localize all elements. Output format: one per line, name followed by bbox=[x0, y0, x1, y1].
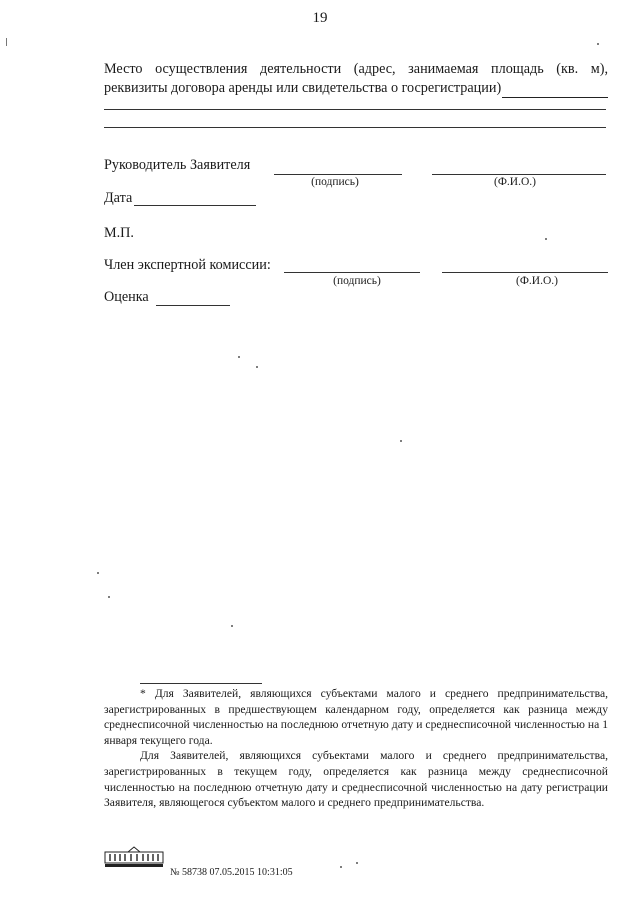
scan-speck bbox=[256, 366, 258, 368]
footnote-paragraph-1: * Для Заявителей, являющихся субъектами малого и среднего предпринимательства, зарегистрированных в предшествующем календарном году, определяется как разница между среднесписочной численностью на последнюю отчетную дату и среднесписочной численностью на 1 января текущего года. bbox=[104, 687, 608, 747]
stamp-logo bbox=[104, 846, 164, 868]
score-label: Оценка bbox=[104, 289, 149, 305]
registration-stamp-text: № 58738 07.05.2015 10:31:05 bbox=[170, 867, 293, 878]
commission-member-label: Член экспертной комиссии: bbox=[104, 257, 271, 273]
scan-speck bbox=[340, 866, 342, 868]
seal-label: М.П. bbox=[104, 225, 134, 241]
activity-place-line-2[interactable] bbox=[104, 127, 606, 128]
score-line[interactable] bbox=[156, 305, 230, 306]
activity-place-field bbox=[104, 60, 608, 98]
commission-signature-caption: (подпись) bbox=[333, 275, 381, 287]
activity-place-line-1[interactable] bbox=[104, 109, 606, 110]
footnote-separator bbox=[140, 683, 262, 684]
activity-place-blank[interactable] bbox=[502, 83, 608, 98]
applicant-signature-caption: (подпись) bbox=[311, 176, 359, 188]
applicant-signature-line[interactable] bbox=[274, 174, 402, 175]
scan-speck bbox=[238, 356, 240, 358]
date-line[interactable] bbox=[134, 205, 256, 206]
applicant-fio-caption: (Ф.И.О.) bbox=[494, 176, 536, 188]
applicant-head-label: Руководитель Заявителя bbox=[104, 157, 251, 173]
activity-place-label: Место осуществления деятельности (адрес, занимаемая площадь (кв. м), bbox=[104, 61, 608, 77]
commission-signature-line[interactable] bbox=[284, 272, 420, 273]
scan-speck bbox=[97, 572, 99, 574]
footnote bbox=[104, 686, 608, 811]
footnote-paragraph-2: Для Заявителей, являющихся субъектами малого и среднего предпринимательства, зарегистрированных в текущем году, определяется как разница между среднесписочной численностью на последнюю отчетную дату и среднесписочной численностью на дату регистрации Заявителя, являющегося субъектом малого и среднего предпринимательства. bbox=[104, 749, 608, 810]
scan-speck bbox=[400, 440, 402, 442]
scan-speck bbox=[108, 596, 110, 598]
building-icon bbox=[104, 846, 164, 868]
scan-speck bbox=[356, 862, 358, 864]
scan-speck bbox=[231, 625, 233, 627]
commission-fio-caption: (Ф.И.О.) bbox=[516, 275, 558, 287]
scan-speck bbox=[545, 238, 547, 240]
activity-place-label-line2: реквизиты договора аренды или свидетельства о госрегистрации) bbox=[104, 80, 502, 96]
applicant-fio-line[interactable] bbox=[432, 174, 606, 175]
scan-speck bbox=[597, 43, 599, 45]
date-label: Дата bbox=[104, 190, 133, 206]
commission-fio-line[interactable] bbox=[442, 272, 608, 273]
margin-mark bbox=[6, 38, 7, 46]
page-number: 19 bbox=[312, 10, 328, 26]
